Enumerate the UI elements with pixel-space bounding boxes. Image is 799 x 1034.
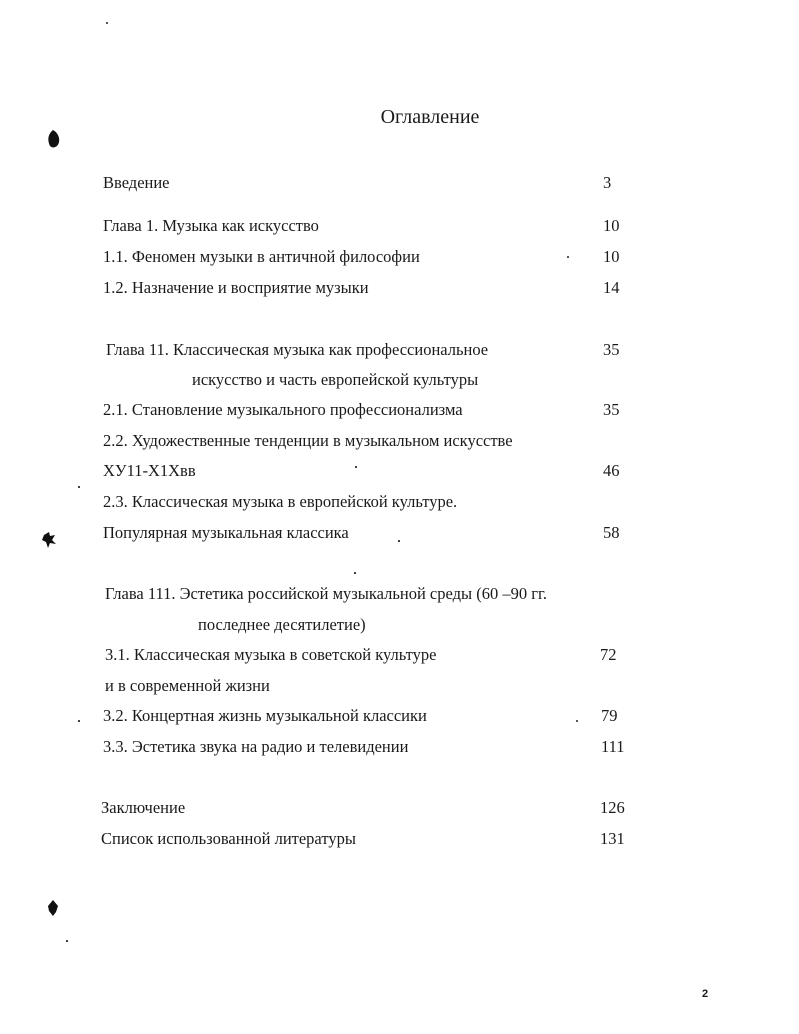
toc-entry-page: 72 [600, 645, 617, 664]
toc-entry-label: 1.1. Феномен музыки в античной философии [103, 247, 420, 266]
toc-entry-label: Список использованной литературы [101, 829, 356, 848]
toc-entry-page: 35 [603, 400, 620, 419]
toc-entry-page: 79 [601, 706, 618, 725]
scan-speck [78, 720, 80, 722]
scan-speck [567, 256, 569, 258]
scan-speck [106, 22, 108, 24]
scan-speck [576, 720, 578, 722]
toc-entry-label: Популярная музыкальная классика [103, 523, 349, 542]
toc-entry-label: искусство и часть европейской культуры [192, 370, 479, 389]
toc-entry-page: 111 [601, 737, 625, 756]
toc-entry-label: Введение [103, 173, 170, 192]
scan-speck [78, 486, 80, 488]
toc-entry-page: 10 [603, 247, 620, 266]
toc-entry-label: Глава 111. Эстетика российской музыкальной среды (60 –90 гг. [105, 584, 547, 603]
toc-entry-label: Глава 11. Классическая музыка как профессиональное [106, 340, 489, 359]
scan-speck [398, 540, 400, 542]
toc-entry-label: ХУ11-Х1Хвв [103, 461, 196, 480]
toc-entry-page: 10 [603, 216, 620, 235]
toc-entry-page: 58 [603, 523, 620, 542]
toc-entry-label: Глава 1. Музыка как искусство [103, 216, 319, 235]
toc-entry-label: Заключение [101, 798, 186, 817]
toc-entry-page: 126 [600, 798, 625, 817]
toc-entry-label: 2.2. Художественные тенденции в музыкальном искусстве [103, 431, 513, 450]
page-number: 2 [702, 988, 709, 1000]
scan-blot-bottom [44, 898, 64, 918]
scan-blot-top [44, 128, 64, 150]
toc-entry-label: 2.3. Классическая музыка в европейской культуре. [103, 492, 458, 511]
toc-entry-label: 3.3. Эстетика звука на радио и телевидении [103, 737, 409, 756]
toc-entry-label: и в современной жизни [105, 676, 270, 695]
toc-entry-label: 1.2. Назначение и восприятие музыки [103, 278, 369, 297]
toc-entry-label: последнее десятилетие) [198, 615, 366, 634]
toc-title: Оглавление [380, 106, 480, 128]
toc-entry-label: 2.1. Становление музыкального профессионализма [103, 400, 463, 419]
toc-entry-label: 3.2. Концертная жизнь музыкальной классики [103, 706, 427, 725]
toc-entry-page: 14 [603, 278, 620, 297]
toc-entry-page: 131 [600, 829, 625, 848]
toc-entry-label: 3.1. Классическая музыка в советской культуре [105, 645, 437, 664]
toc-entry-page: 3 [603, 173, 612, 192]
toc-entry-page: 35 [603, 340, 620, 359]
scan-speck [354, 572, 356, 574]
scan-speck [66, 940, 68, 942]
toc-entry-page: 46 [603, 461, 620, 480]
scan-speck [355, 466, 357, 468]
scan-blot-middle [40, 530, 60, 550]
